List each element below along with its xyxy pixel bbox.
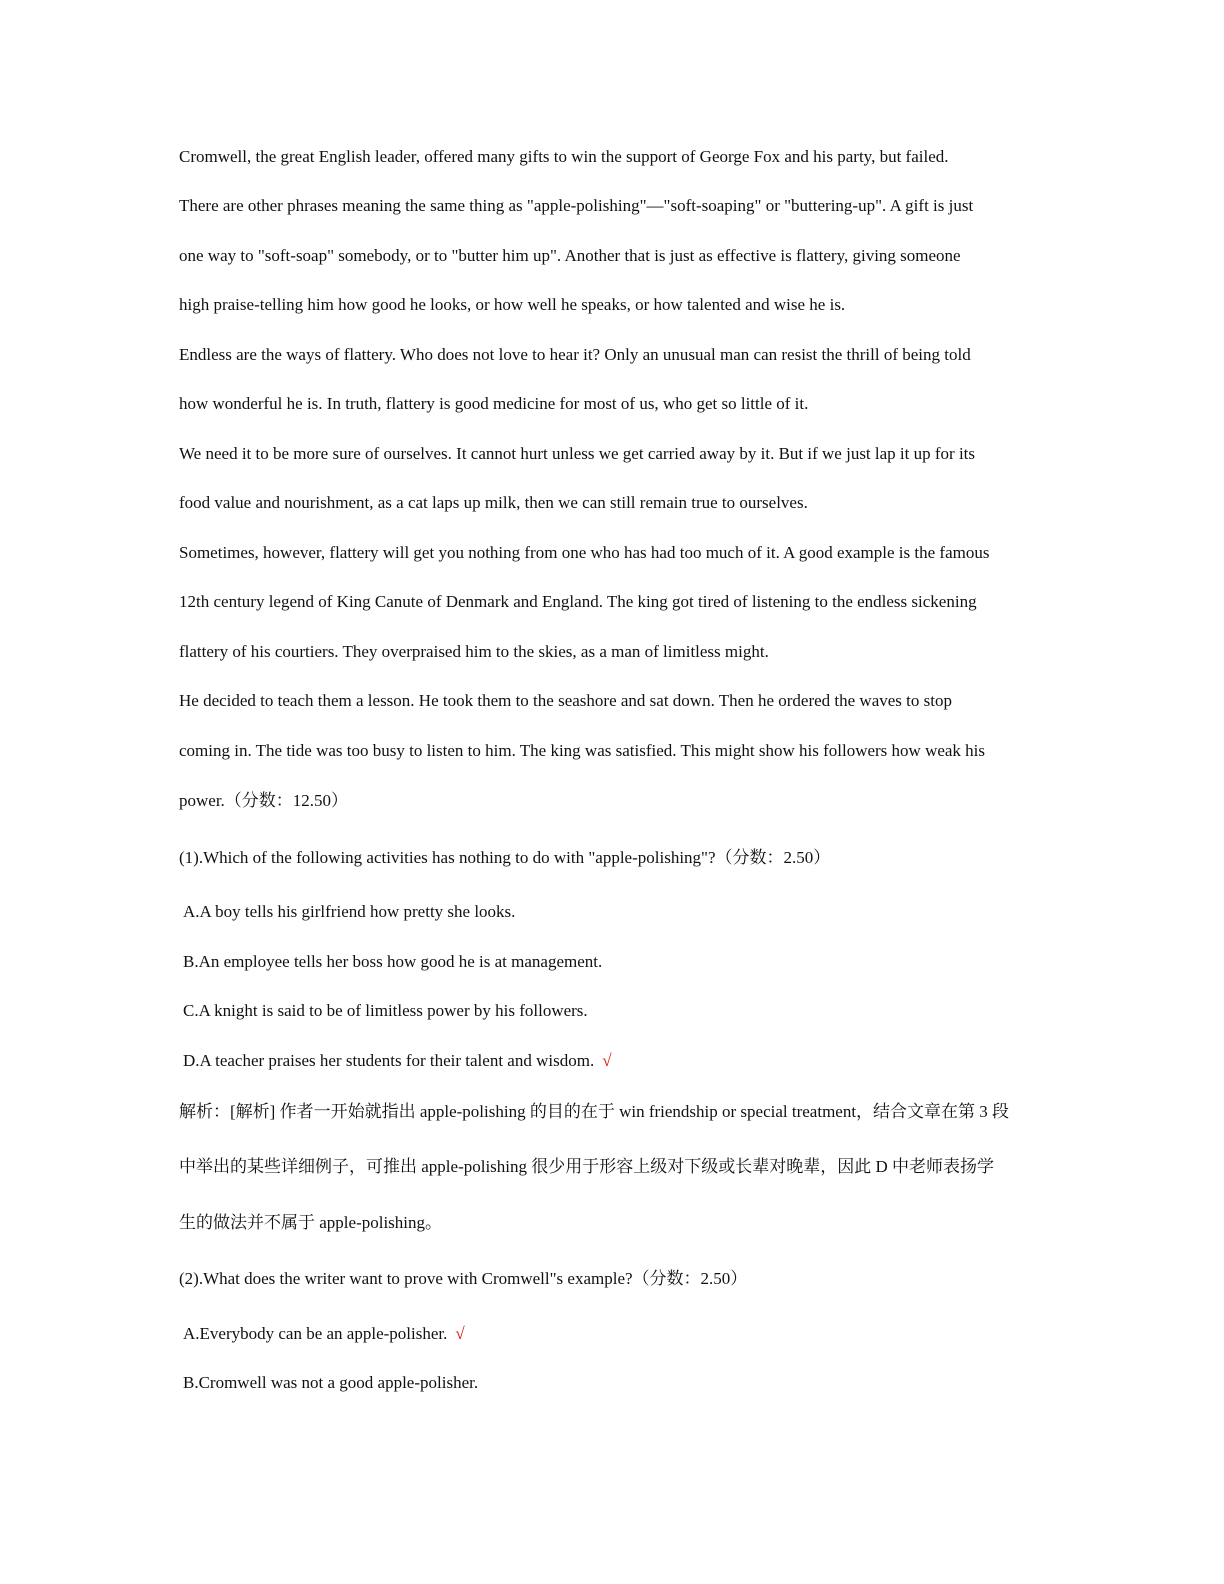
passage-line: coming in. The tide was too busy to listen to him. The king was satisfied. This might show his followers how weak his xyxy=(179,741,986,760)
option-label: A.Everybody can be an apple-polisher. xyxy=(183,1324,448,1343)
option-b: B.Cromwell was not a good apple-polisher. xyxy=(183,1373,479,1392)
correct-mark-icon: √ xyxy=(602,1051,612,1070)
question-text: (1).Which of the following activities has nothing to do with "apple-polishing"?（分数：2.50） xyxy=(179,848,831,867)
passage-line: how wonderful he is. In truth, flattery is good medicine for most of us, who get so little of it. xyxy=(179,394,809,413)
passage-line: Endless are the ways of flattery. Who does not love to hear it? Only an unusual man can resist the thrill of being told xyxy=(179,345,971,364)
option-a: A.A boy tells his girlfriend how pretty she looks. xyxy=(183,902,516,921)
passage-score: power.（分数：12.50） xyxy=(179,791,349,810)
passage-line: We need it to be more sure of ourselves. It cannot hurt unless we get carried away by it. But if we just lap it up for its xyxy=(179,444,976,463)
option-a xyxy=(183,1323,1063,1345)
passage-line: Cromwell, the great English leader, offered many gifts to win the support of George Fox and his party, but failed. xyxy=(179,147,949,166)
analysis-line: 生的做法并不属于 apple-polishing。 xyxy=(179,1213,443,1232)
option-label: D.A teacher praises her students for their talent and wisdom. xyxy=(183,1051,595,1070)
analysis-line: 解析：[解析] 作者一开始就指出 apple-polishing 的目的在于 win friendship or special treatment，结合文章在第 3 段 xyxy=(179,1102,1010,1121)
passage-line: There are other phrases meaning the same thing as "apple-polishing"—"soft-soaping" or "buttering-up". A gift is just xyxy=(179,196,974,215)
option-d xyxy=(183,1050,1063,1072)
question-text: (2).What does the writer want to prove with Cromwell"s example?（分数：2.50） xyxy=(179,1269,748,1288)
passage-line: one way to "soft-soap" somebody, or to "butter him up". Another that is just as effective is flattery, giving someone xyxy=(179,246,961,265)
passage-line: flattery of his courtiers. They overpraised him to the skies, as a man of limitless might. xyxy=(179,642,769,661)
passage-line: high praise-telling him how good he looks, or how well he speaks, or how talented and wise he is. xyxy=(179,295,846,314)
passage-line: He decided to teach them a lesson. He took them to the seashore and sat down. Then he ordered the waves to stop xyxy=(179,691,952,710)
option-c: C.A knight is said to be of limitless power by his followers. xyxy=(183,1001,588,1020)
option-b: B.An employee tells her boss how good he is at management. xyxy=(183,952,603,971)
correct-mark-icon: √ xyxy=(455,1324,465,1343)
passage-line: 12th century legend of King Canute of Denmark and England. The king got tired of listening to the endless sickening xyxy=(179,592,977,611)
analysis-line: 中举出的某些详细例子，可推出 apple-polishing 很少用于形容上级对下级或长辈对晚辈，因此 D 中老师表扬学 xyxy=(179,1157,995,1176)
passage-line: Sometimes, however, flattery will get you nothing from one who has had too much of it. A good example is the famous xyxy=(179,543,990,562)
passage-line: food value and nourishment, as a cat laps up milk, then we can still remain true to ourselves. xyxy=(179,493,808,512)
